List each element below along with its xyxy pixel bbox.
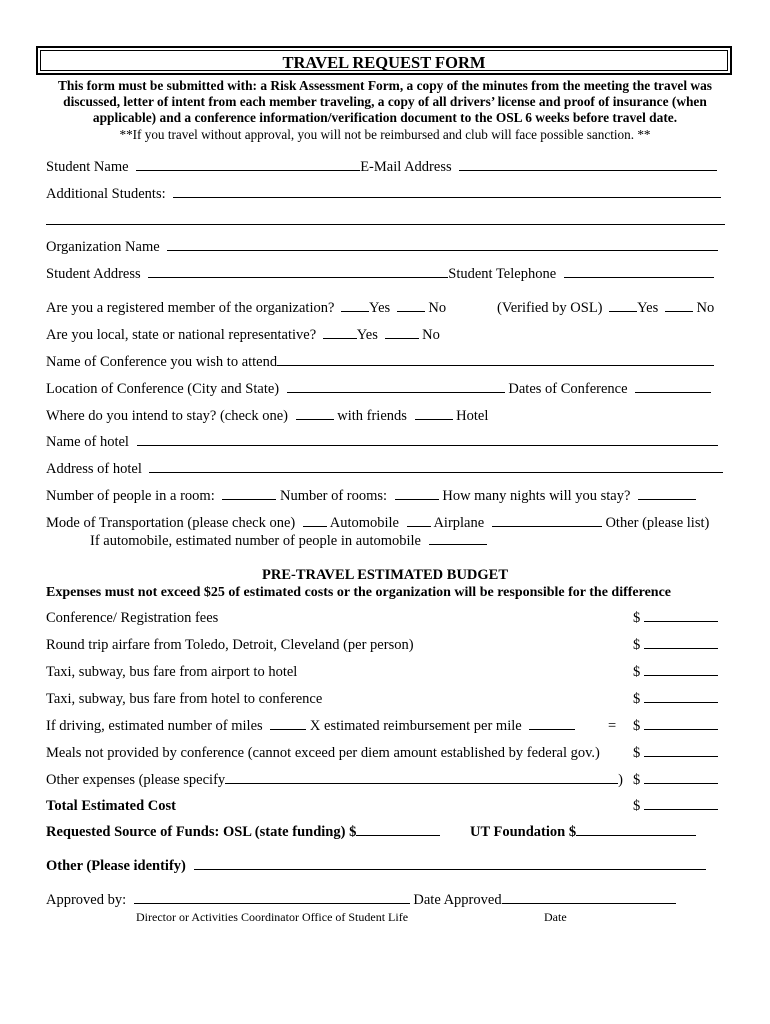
driving-miles-field[interactable] — [270, 728, 306, 730]
other-expenses-field[interactable] — [225, 782, 618, 784]
submission-notice — [44, 78, 726, 126]
total-cost-amount: $ — [633, 798, 718, 815]
conference-location-label: Location of Conference (City and State) — [46, 381, 280, 397]
hotel-address-field[interactable] — [149, 471, 723, 473]
other-expenses-row — [46, 772, 623, 789]
meals-row: Meals not provided by conference (cannot exceed per diem amount established by federal gov.) — [46, 745, 600, 761]
verified-no-label: No — [696, 300, 715, 316]
student-address-field[interactable] — [148, 276, 448, 278]
automobile-label: Automobile — [329, 515, 399, 531]
equals-sign: = — [608, 718, 617, 734]
student-telephone-field[interactable] — [564, 276, 714, 278]
stay-hotel-label: Hotel — [456, 408, 489, 424]
conference-location-row — [46, 381, 711, 398]
verified-label: (Verified by OSL) — [497, 300, 603, 316]
verified-yes-label: Yes — [637, 300, 659, 316]
rooms-row — [46, 488, 696, 505]
student-name-field[interactable] — [136, 169, 360, 171]
registered-row — [46, 300, 446, 317]
transport-label: Mode of Transportation (please check one) — [46, 515, 296, 531]
stay-hotel-blank[interactable] — [415, 418, 453, 420]
number-rooms-field[interactable] — [395, 498, 439, 500]
rep-no-label: No — [422, 327, 440, 343]
budget-item-conference-taxi: Taxi, subway, bus fare from hotel to conference — [46, 691, 323, 707]
stay-row — [46, 408, 488, 425]
additional-students-field-2[interactable] — [46, 224, 725, 225]
registered-yes-blank[interactable] — [341, 310, 369, 312]
date-caption: Date — [544, 910, 567, 924]
driving-row — [46, 718, 575, 735]
email-label: E-Mail Address — [360, 159, 452, 175]
hotel-name-field[interactable] — [137, 444, 718, 446]
budget-item-airfare: Round trip airfare from Toledo, Detroit, Cleveland (per person) — [46, 637, 414, 653]
conference-name-field[interactable] — [277, 364, 714, 366]
airport-taxi-amount-field[interactable] — [644, 674, 718, 676]
transport-row — [46, 515, 709, 532]
other-funding-field[interactable] — [194, 868, 706, 870]
approval-row — [46, 892, 676, 909]
stay-friends-label: with friends — [337, 408, 407, 424]
hotel-name-label: Name of hotel — [46, 434, 129, 450]
funding-ut-label: UT Foundation $ — [470, 824, 577, 840]
registered-question: Are you a registered member of the organization? — [46, 300, 335, 316]
budget-limit: Expenses must not exceed $25 of estimated costs or the organization will be responsible for the difference — [46, 585, 672, 600]
registration-amount: $ — [633, 610, 718, 627]
other-expenses-amount-field[interactable] — [644, 782, 718, 784]
meals-amount-field[interactable] — [644, 755, 718, 757]
approved-by-field[interactable] — [134, 902, 410, 904]
other-funding-label: Other (Please identify) — [46, 858, 186, 874]
organization-name-field[interactable] — [167, 249, 718, 251]
automobile-blank[interactable] — [303, 525, 327, 527]
number-rooms-label: Number of rooms: — [279, 488, 388, 504]
meals-amount: $ — [633, 745, 718, 762]
airport-taxi-amount: $ — [633, 664, 718, 681]
stay-friends-blank[interactable] — [296, 418, 334, 420]
nights-question: How many nights will you stay? — [442, 488, 631, 504]
verified-no-blank[interactable] — [665, 310, 693, 312]
hotel-address-label: Address of hotel — [46, 461, 142, 477]
registered-no-blank[interactable] — [397, 310, 425, 312]
registration-amount-field[interactable] — [644, 620, 718, 622]
verified-row — [497, 300, 714, 317]
hotel-address-row — [46, 461, 723, 478]
airplane-blank[interactable] — [407, 525, 431, 527]
date-approved-field[interactable] — [502, 902, 676, 904]
organization-row — [46, 239, 718, 256]
driving-amount: $ — [633, 718, 718, 735]
conference-taxi-amount: $ — [633, 691, 718, 708]
other-expenses-label: Other expenses (please specify — [46, 772, 226, 788]
organization-name-label: Organization Name — [46, 239, 160, 255]
rep-yes-label: Yes — [356, 327, 378, 343]
other-funding-row — [46, 858, 706, 875]
nights-field[interactable] — [638, 498, 696, 500]
signature-caption: Director or Activities Coordinator Office of Student Life — [136, 910, 409, 924]
funding-osl-label: Requested Source of Funds: OSL (state funding) $ — [46, 824, 357, 840]
approved-by-label: Approved by: — [46, 892, 127, 908]
auto-people-field[interactable] — [429, 543, 487, 545]
budget-item-airport-taxi: Taxi, subway, bus fare from airport to hotel — [46, 664, 298, 680]
people-in-room-label: Number of people in a room: — [46, 488, 215, 504]
total-cost-field[interactable] — [644, 808, 718, 810]
driving-amount-field[interactable] — [644, 728, 718, 730]
budget-heading: PRE-TRAVEL ESTIMATED BUDGET — [261, 567, 509, 583]
student-name-label: Student Name — [46, 159, 129, 175]
auto-people-label: If automobile, estimated number of people in automobile — [90, 533, 421, 549]
other-transport-field[interactable] — [492, 525, 602, 527]
title-box — [36, 46, 732, 75]
funding-ut-field[interactable] — [576, 834, 696, 836]
student-address-label: Student Address — [46, 266, 141, 282]
notice-line-2: discussed, letter of intent from each member traveling, a copy of all drivers’ license and proof of insurance (when — [63, 94, 707, 109]
rep-yes-blank[interactable] — [323, 337, 357, 339]
airplane-label: Airplane — [433, 515, 485, 531]
address-row — [46, 266, 714, 283]
other-transport-label: Other (please list) — [605, 515, 710, 531]
representative-row — [46, 327, 440, 344]
conference-name-row — [46, 354, 714, 371]
conference-taxi-amount-field[interactable] — [644, 701, 718, 703]
student-name-row — [46, 159, 717, 176]
representative-question: Are you local, state or national representative? — [46, 327, 317, 343]
total-cost-label: Total Estimated Cost — [46, 798, 176, 814]
additional-students-label: Additional Students: — [46, 186, 166, 202]
conference-dates-label: Dates of Conference — [508, 381, 628, 397]
other-expenses-amount: $ — [633, 772, 718, 789]
form-title: TRAVEL REQUEST FORM — [282, 53, 486, 72]
budget-item-registration: Conference/ Registration fees — [46, 610, 219, 626]
other-expenses-close: ) — [618, 772, 624, 788]
approval-warning: **If you travel without approval, you will not be reimbursed and club will face possible sanction. ** — [119, 127, 651, 142]
additional-students-field[interactable] — [173, 196, 721, 198]
funding-ut-row — [470, 824, 696, 841]
registered-no-label: No — [428, 300, 447, 316]
conference-name-label: Name of Conference you wish to attend — [46, 354, 278, 370]
verified-yes-blank[interactable] — [609, 310, 637, 312]
airfare-amount: $ — [633, 637, 718, 654]
auto-people-row — [90, 533, 487, 550]
notice-line-1: This form must be submitted with: a Risk Assessment Form, a copy of the minutes from the meeting the travel was — [58, 78, 712, 93]
stay-question: Where do you intend to stay? (check one) — [46, 408, 288, 424]
conference-location-field[interactable] — [287, 391, 505, 393]
email-field[interactable] — [459, 169, 717, 171]
funding-row — [46, 824, 440, 841]
funding-osl-field[interactable] — [356, 834, 440, 836]
rep-no-blank[interactable] — [385, 337, 419, 339]
additional-students-row — [46, 186, 721, 203]
conference-dates-field[interactable] — [635, 391, 711, 393]
airfare-amount-field[interactable] — [644, 647, 718, 649]
people-in-room-field[interactable] — [222, 498, 276, 500]
student-telephone-label: Student Telephone — [448, 266, 557, 282]
hotel-name-row — [46, 434, 718, 451]
date-approved-label: Date Approved — [413, 892, 502, 908]
notice-line-3: applicable) and a conference information/verification document to the OSL 6 weeks before travel date. — [92, 110, 678, 125]
registered-yes-label: Yes — [369, 300, 391, 316]
driving-rate-field[interactable] — [529, 728, 575, 730]
driving-miles-label: If driving, estimated number of miles — [46, 718, 263, 734]
driving-rate-label: X estimated reimbursement per mile — [309, 718, 522, 734]
